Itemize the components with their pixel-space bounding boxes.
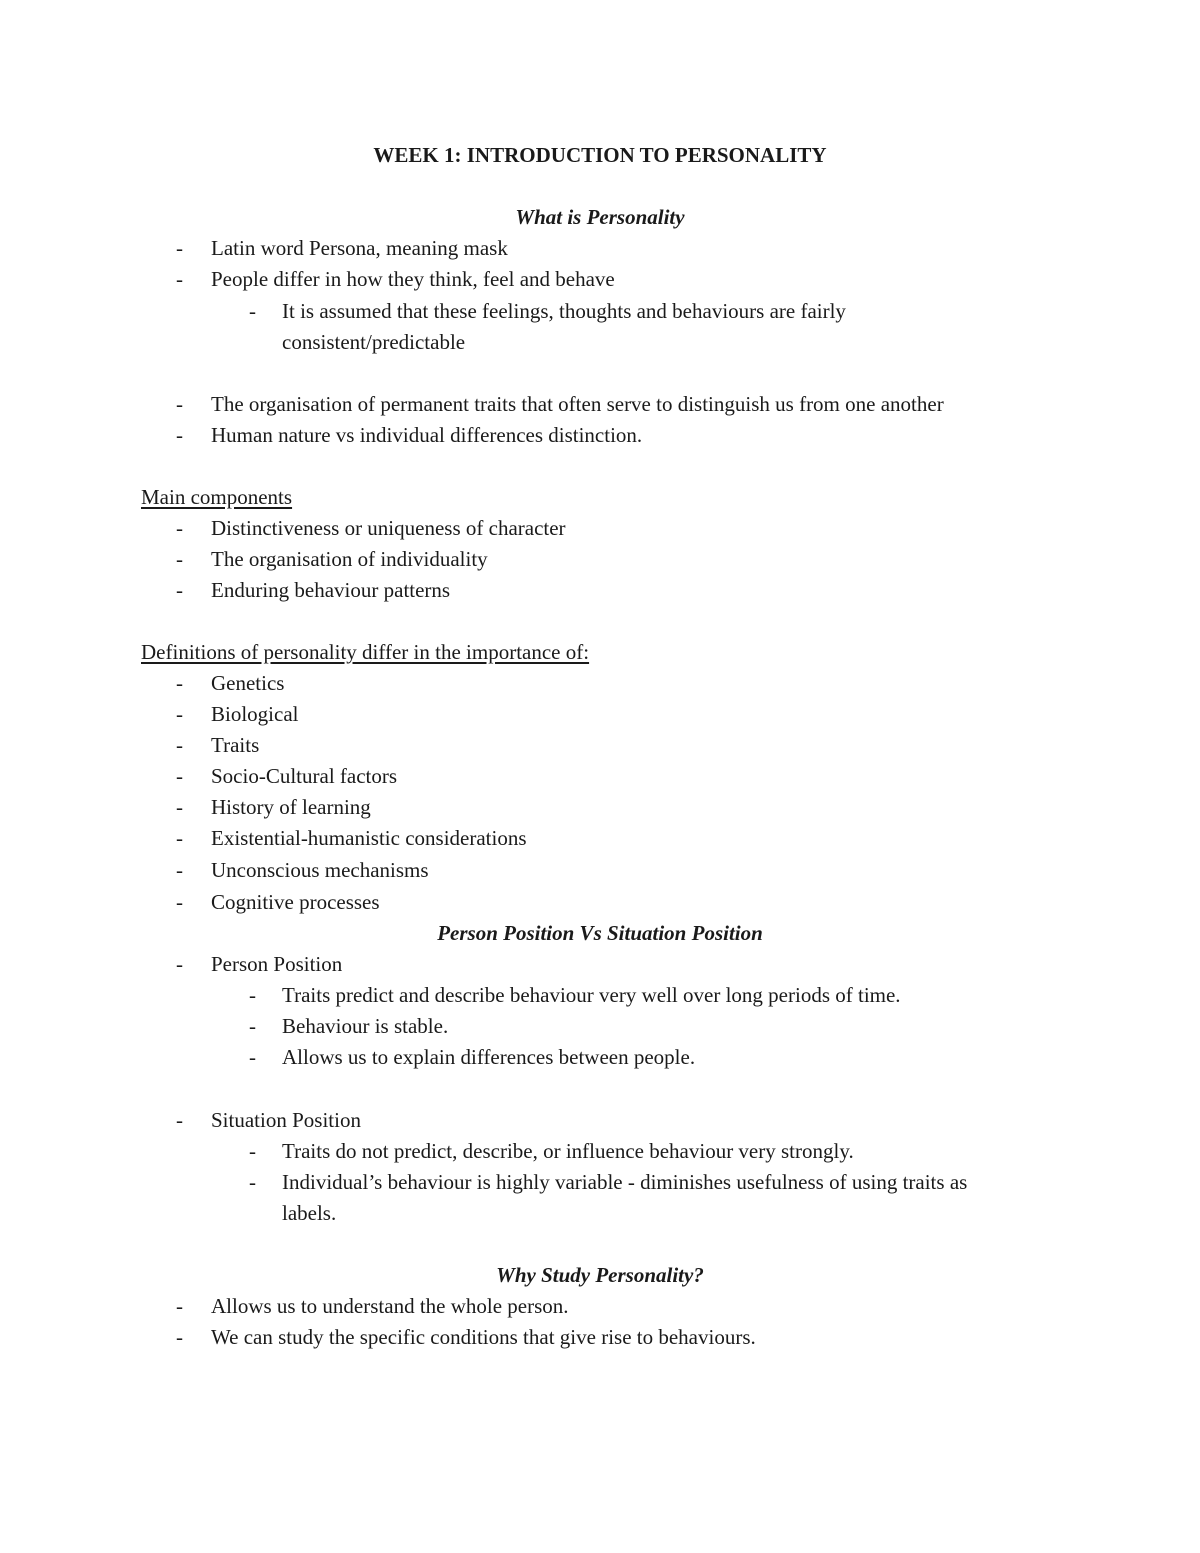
sub-bullet-dash: - [249, 1139, 256, 1163]
bullet-dash: - [176, 1294, 183, 1318]
list-item: Biological [211, 702, 299, 726]
section-heading-definitions: Definitions of personality differ in the importance of: [141, 640, 590, 664]
sub-list-item-continuation: labels. [282, 1201, 337, 1225]
list-item: Genetics [211, 671, 285, 695]
sub-bullet-dash: - [249, 983, 256, 1007]
bullet-dash: - [176, 702, 183, 726]
bullet-dash: - [176, 578, 183, 602]
sub-bullet-dash: - [249, 299, 256, 323]
list-item: Unconscious mechanisms [211, 858, 429, 882]
bullet-dash: - [176, 547, 183, 571]
list-item: History of learning [211, 795, 371, 819]
list-item: Enduring behaviour patterns [211, 578, 451, 602]
list-item: We can study the specific conditions that give rise to behaviours. [211, 1325, 756, 1349]
bullet-dash: - [176, 795, 183, 819]
list-item: The organisation of individuality [211, 547, 488, 571]
section-heading-what-is-personality: What is Personality [515, 205, 685, 229]
bullet-dash: - [176, 733, 183, 757]
list-item-person-position: Person Position [211, 952, 343, 976]
list-item: People differ in how they think, feel and behave [211, 267, 615, 291]
section-heading-why-study: Why Study Personality? [496, 1263, 704, 1287]
section-heading-person-vs-situation: Person Position Vs Situation Position [437, 921, 763, 945]
bullet-dash: - [176, 267, 183, 291]
sub-bullet-dash: - [249, 1170, 256, 1194]
section-heading-main-components: Main components [141, 485, 293, 509]
sub-list-item: Traits predict and describe behaviour very well over long periods of time. [282, 983, 901, 1007]
list-item: Socio-Cultural factors [211, 764, 398, 788]
page-title: WEEK 1: INTRODUCTION TO PERSONALITY [373, 143, 827, 167]
bullet-dash: - [176, 826, 183, 850]
bullet-dash: - [176, 516, 183, 540]
list-item: Distinctiveness or uniqueness of character [211, 516, 566, 540]
bullet-dash: - [176, 423, 183, 447]
list-item: Cognitive processes [211, 890, 380, 914]
sub-bullet-dash: - [249, 1045, 256, 1069]
list-item: Traits [211, 733, 260, 757]
list-item-situation-position: Situation Position [211, 1108, 361, 1132]
sub-list-item: Behaviour is stable. [282, 1014, 449, 1038]
list-item: Human nature vs individual differences distinction. [211, 423, 643, 447]
bullet-dash: - [176, 890, 183, 914]
bullet-dash: - [176, 392, 183, 416]
sub-list-item: Individual’s behaviour is highly variable - diminishes usefulness of using traits as [282, 1170, 968, 1194]
bullet-dash: - [176, 671, 183, 695]
sub-list-item: It is assumed that these feelings, thoughts and behaviours are fairly [282, 299, 846, 323]
bullet-dash: - [176, 1108, 183, 1132]
bullet-dash: - [176, 1325, 183, 1349]
sub-list-item: Traits do not predict, describe, or influence behaviour very strongly. [282, 1139, 854, 1163]
bullet-dash: - [176, 764, 183, 788]
list-item: Existential-humanistic considerations [211, 826, 527, 850]
sub-list-item: Allows us to explain differences between people. [282, 1045, 696, 1069]
bullet-dash: - [176, 858, 183, 882]
sub-list-item-continuation: consistent/predictable [282, 330, 466, 354]
list-item: The organisation of permanent traits that often serve to distinguish us from one another [211, 392, 944, 416]
list-item: Allows us to understand the whole person. [211, 1294, 569, 1318]
sub-bullet-dash: - [249, 1014, 256, 1038]
bullet-dash: - [176, 952, 183, 976]
list-item: Latin word Persona, meaning mask [211, 236, 508, 260]
bullet-dash: - [176, 236, 183, 260]
